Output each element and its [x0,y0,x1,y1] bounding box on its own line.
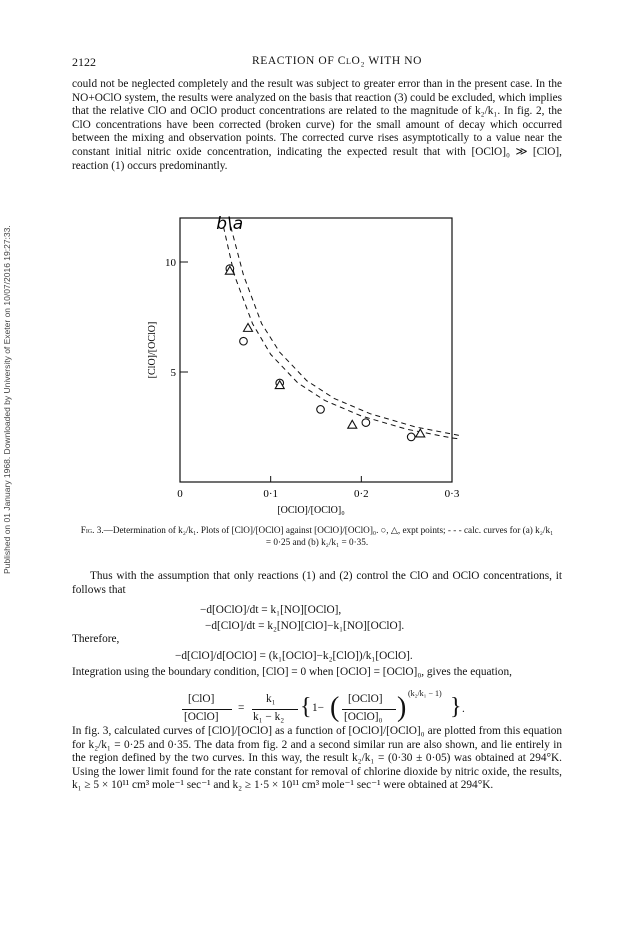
curve-annotation-label: b\a [216,214,244,234]
eq4-one-minus: 1− [312,702,325,714]
eq4-inner-numerator: [OClO] [348,693,383,705]
eq4-mid-bar [252,709,298,710]
page-number: 2122 [72,55,96,69]
x-tick-label: 0·1 [263,488,279,500]
expt-point-circle [362,419,370,427]
expt-point-triangle [244,324,253,332]
x-tick-label: 0·3 [444,488,460,500]
eq4-exponent: (k₂/k₁ − 1) [408,689,442,698]
expt-point-circle [407,433,415,441]
figure-caption [78,525,556,548]
eq4-lhs-denominator: [OClO] [184,711,219,723]
eq4-right-brace: } [450,694,462,720]
paragraph-2: Thus with the assumption that only reactions (1) and (2) control the ClO and OClO concentrations, it follows that [72,570,562,596]
eq4-left-brace: { [300,694,312,720]
eq4-mid-denominator: k₁ − k₂ [253,711,285,723]
expt-point-triangle [348,420,357,428]
eq4-mid-numerator: k₁ [266,693,276,705]
integration-text: Integration using the boundary condition, [ClO] = 0 when [OClO] = [OClO]₀, gives the equation, [72,666,512,678]
calc-curve-b [224,227,461,443]
running-head: REACTION OF ClO₂ WITH NO [252,55,423,67]
x-tick-label: 0 [177,488,183,500]
eq4-period: . [462,703,465,715]
eq4-inner-denominator: [OClO]₀ [344,711,383,723]
caption-fig-label: Fig. 3. [80,525,104,535]
y-tick-label: 10 [165,257,176,269]
plot-area [147,214,460,516]
equation-3: −d[ClO]/d[OClO] = (k₁[OClO]−k₂[ClO])/k₁[OClO]. [175,650,413,662]
expt-point-triangle [416,429,425,437]
eq4-equals: = [238,702,245,714]
plot-frame [180,218,452,482]
equation-4 [170,689,470,729]
eq4-inner-bar [342,709,396,710]
eq4-right-paren: ) [397,692,407,723]
download-watermark: Published on 01 January 1968. Downloaded by University of Exeter on 10/07/2016 19:27:33. [2,225,12,575]
x-axis-label: [OClO]/[OClO]₀ [277,505,345,516]
expt-point-circle [317,406,325,414]
calc-curve-a [231,227,460,440]
x-tick-label: 0·2 [353,488,369,500]
equation-1: −d[OClO]/dt = k₁[NO][OClO], [200,604,342,616]
eq4-lhs-bar [182,709,232,710]
equation-2: −d[ClO]/dt = k₂[NO][ClO]−k₁[NO][OClO]. [205,620,405,632]
y-axis-label: [ClO]/[OClO] [147,321,158,379]
eq4-left-paren: ( [330,692,340,723]
eq4-lhs-numerator: [ClO] [188,693,215,705]
figure-3-plot [130,210,460,525]
caption-text: —Determination of k₂/k₁. Plots of [ClO]/[OClO] against [OClO]/[OClO]₀. ○, △, expt points; - - - calc. curves for (a) k₂/k₁ = 0·25 and (b) k₂/k₁ = 0·35. [103,525,554,547]
paragraph-3: In fig. 3, calculated curves of [ClO]/[OClO] as a function of [OClO]/[OClO]₀ are plotted from this equation for k₂/k₁ = 0·25 and 0·35. The data from fig. 2 and a second similar run are also shown, and lie entirely in the region defined by the two curves. In this way, the result k₂/k₁ = (0·30 ± 0·05) was obtained at 294°K. Using the lower limit found for the rate constant for removal of chlorine dioxide by nitric oxide, the results, k₁ ≥ 5 × 10¹¹ cm³ mole⁻¹ sec⁻¹ and k₂ ≥ 1·5 × 10¹¹ cm³ mole⁻¹ sec⁻¹ were obtained at 294°K. [72,725,562,792]
paragraph-1: could not be neglected completely and the result was subject to greater error than in the present case. In the NO+OClO system, the results were analyzed on the basis that reaction (3) could be excluded, which implies that the relative ClO and OClO product concentrations are related to the magnitude of k₂/k₁. In fig. 2, the ClO concentrations have been corrected (broken curve) for the small amount of decay which occurred between the mixing and observation points. The corrected curve rises asymptotically to a value near the constant initial nitric oxide concentration, indicating the expected result that with [OClO]₀ ≫ [ClO], reaction (1) occurs predominantly. [72,78,562,172]
y-tick-label: 5 [170,367,176,379]
expt-point-circle [240,337,248,345]
therefore-label: Therefore, [72,633,120,645]
page-header [72,55,562,71]
